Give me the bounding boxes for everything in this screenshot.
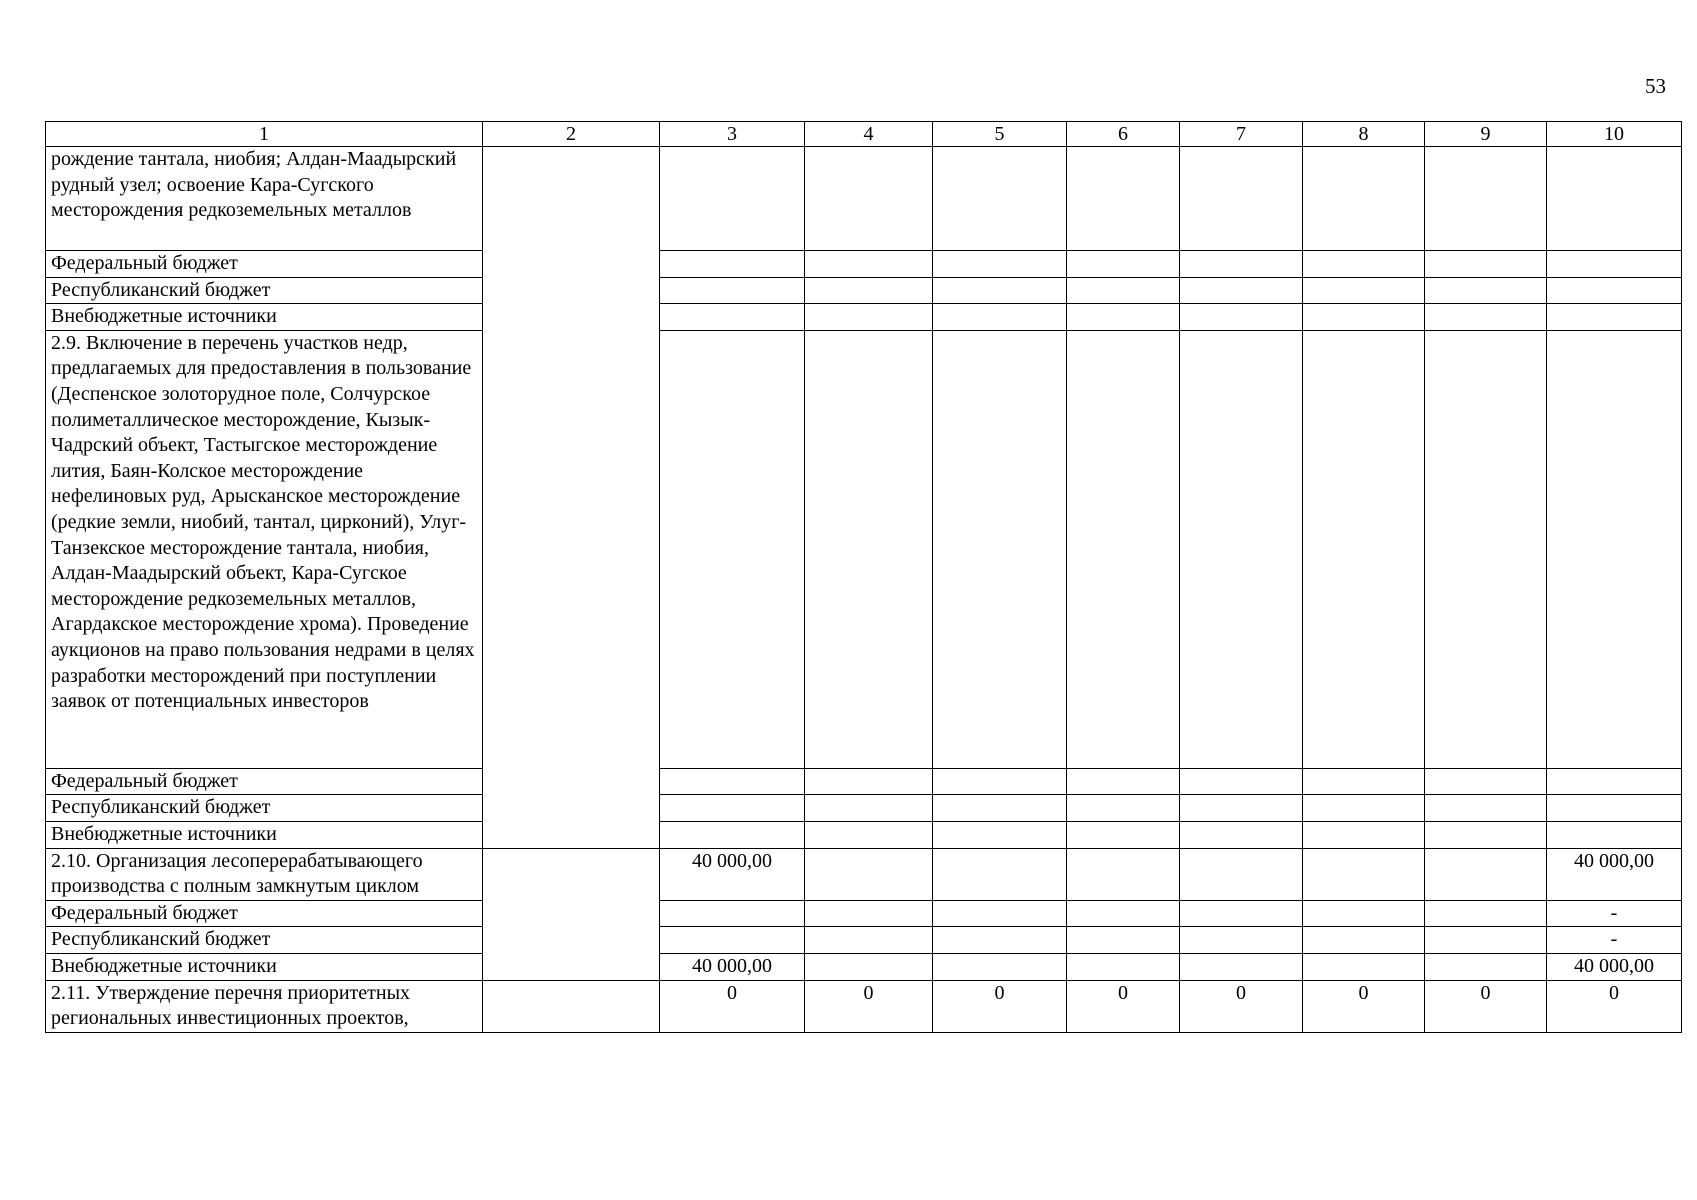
value-cell	[1067, 330, 1180, 768]
value-cell	[1425, 848, 1547, 900]
row-label: Федеральный бюджет	[46, 768, 483, 795]
table-row	[46, 953, 1682, 980]
value-cell	[1180, 277, 1303, 304]
value-cell	[1303, 304, 1425, 331]
value-cell	[1180, 900, 1303, 927]
value-cell	[1067, 251, 1180, 278]
table-row	[46, 848, 1682, 900]
value-cell	[1303, 147, 1425, 251]
value-cell	[1180, 304, 1303, 331]
header-cell: 6	[1067, 122, 1180, 147]
row-label: Внебюджетные источники	[46, 304, 483, 331]
value-cell	[1547, 251, 1682, 278]
value-cell: 0	[805, 980, 933, 1032]
value-cell: 0	[1547, 980, 1682, 1032]
row-label: Республиканский бюджет	[46, 795, 483, 822]
value-cell	[805, 821, 933, 848]
value-cell	[1067, 927, 1180, 954]
value-cell	[1303, 821, 1425, 848]
value-cell	[805, 953, 933, 980]
header-cell: 9	[1425, 122, 1547, 147]
value-cell	[805, 900, 933, 927]
value-cell	[1425, 768, 1547, 795]
page-number: 53	[1645, 74, 1666, 98]
row-label: Федеральный бюджет	[46, 251, 483, 278]
value-cell	[1425, 147, 1547, 251]
table-row	[46, 330, 1682, 768]
value-cell	[1180, 147, 1303, 251]
value-cell	[660, 251, 805, 278]
value-cell	[805, 768, 933, 795]
value-cell	[1303, 900, 1425, 927]
column-2-cell	[483, 147, 660, 849]
value-cell	[805, 304, 933, 331]
value-cell: -	[1547, 900, 1682, 927]
value-cell	[1067, 848, 1180, 900]
row-label: Внебюджетные источники	[46, 821, 483, 848]
value-cell	[933, 277, 1067, 304]
value-cell	[1303, 927, 1425, 954]
row-label: 2.11. Утверждение перечня приоритетных региональных инвестиционных проектов,	[46, 980, 483, 1032]
table-row	[46, 795, 1682, 822]
value-cell	[933, 330, 1067, 768]
value-cell	[933, 900, 1067, 927]
header-cell: 10	[1547, 122, 1682, 147]
table-row	[46, 304, 1682, 331]
value-cell	[1303, 330, 1425, 768]
table-row	[46, 927, 1682, 954]
row-label: 2.9. Включение в перечень участков недр, предлагаемых для предоставления в пользование (Деспенское золоторудное поле, Солчурское полиметаллическое месторождение, Кызык-Чадрский объект, Тастыгское месторождение лития, Баян-Колское месторождение нефелиновых руд, Арысканское месторождение (редкие земли, ниобий, тантал, цирконий), Улуг-Танзекское месторождение тантала, ниобия, Алдан-Маадырский объект, Кара-Сугское месторождение редкоземельных металлов, Агардакское месторождение хрома). Проведение аукционов на право пользования недрами в целях разработки месторождений при поступлении заявок от потенциальных инвесторов	[46, 330, 483, 768]
value-cell	[1180, 848, 1303, 900]
header-cell: 4	[805, 122, 933, 147]
column-2-cell	[483, 848, 660, 980]
value-cell	[1067, 277, 1180, 304]
value-cell	[1180, 330, 1303, 768]
header-row	[46, 122, 1682, 147]
value-cell	[1547, 277, 1682, 304]
value-cell	[1303, 848, 1425, 900]
value-cell	[1425, 277, 1547, 304]
value-cell	[1303, 768, 1425, 795]
value-cell	[933, 821, 1067, 848]
value-cell	[805, 251, 933, 278]
value-cell	[805, 330, 933, 768]
value-cell	[1303, 953, 1425, 980]
value-cell: 0	[1067, 980, 1180, 1032]
value-cell	[1067, 821, 1180, 848]
value-cell: 40 000,00	[660, 953, 805, 980]
value-cell	[1067, 304, 1180, 331]
value-cell	[933, 953, 1067, 980]
value-cell	[660, 795, 805, 822]
row-label: Республиканский бюджет	[46, 927, 483, 954]
value-cell: 40 000,00	[660, 848, 805, 900]
value-cell	[1303, 795, 1425, 822]
header-cell: 3	[660, 122, 805, 147]
value-cell	[1067, 768, 1180, 795]
value-cell	[1425, 330, 1547, 768]
value-cell	[1303, 277, 1425, 304]
value-cell	[1425, 953, 1547, 980]
value-cell	[805, 147, 933, 251]
value-cell	[933, 251, 1067, 278]
row-label: Республиканский бюджет	[46, 277, 483, 304]
value-cell	[1547, 147, 1682, 251]
value-cell	[1067, 900, 1180, 927]
value-cell	[660, 147, 805, 251]
value-cell	[1067, 953, 1180, 980]
value-cell	[660, 304, 805, 331]
value-cell	[660, 330, 805, 768]
value-cell: 40 000,00	[1547, 953, 1682, 980]
table-row	[46, 277, 1682, 304]
value-cell	[1547, 795, 1682, 822]
value-cell: -	[1547, 927, 1682, 954]
value-cell	[1547, 330, 1682, 768]
value-cell: 0	[933, 980, 1067, 1032]
row-label: Внебюджетные источники	[46, 953, 483, 980]
table-row	[46, 768, 1682, 795]
header-cell: 2	[483, 122, 660, 147]
value-cell	[1425, 251, 1547, 278]
row-label: 2.10. Организация лесоперерабатывающего производства с полным замкнутым циклом	[46, 848, 483, 900]
value-cell	[660, 277, 805, 304]
value-cell	[1180, 768, 1303, 795]
value-cell	[1180, 251, 1303, 278]
value-cell	[933, 147, 1067, 251]
header-cell: 1	[46, 122, 483, 147]
column-2-cell	[483, 980, 660, 1032]
header-cell: 8	[1303, 122, 1425, 147]
value-cell: 0	[1425, 980, 1547, 1032]
value-cell	[933, 304, 1067, 331]
value-cell	[1425, 821, 1547, 848]
value-cell	[805, 277, 933, 304]
value-cell	[1425, 900, 1547, 927]
value-cell	[933, 795, 1067, 822]
value-cell	[805, 795, 933, 822]
value-cell	[1180, 821, 1303, 848]
table-row	[46, 900, 1682, 927]
value-cell: 0	[1180, 980, 1303, 1032]
value-cell	[1547, 768, 1682, 795]
header-cell: 5	[933, 122, 1067, 147]
value-cell	[933, 848, 1067, 900]
value-cell	[1425, 927, 1547, 954]
value-cell	[933, 768, 1067, 795]
table-row	[46, 147, 1682, 251]
value-cell	[660, 768, 805, 795]
table-row	[46, 980, 1682, 1032]
value-cell	[805, 927, 933, 954]
value-cell	[1180, 927, 1303, 954]
value-cell	[1425, 795, 1547, 822]
value-cell	[1067, 795, 1180, 822]
value-cell	[933, 927, 1067, 954]
value-cell	[805, 848, 933, 900]
value-cell	[1547, 304, 1682, 331]
header-cell: 7	[1180, 122, 1303, 147]
value-cell: 0	[660, 980, 805, 1032]
value-cell: 0	[1303, 980, 1425, 1032]
value-cell	[1425, 304, 1547, 331]
value-cell	[1180, 795, 1303, 822]
table-row	[46, 821, 1682, 848]
program-table	[45, 121, 1682, 1033]
row-label: Федеральный бюджет	[46, 900, 483, 927]
value-cell	[660, 821, 805, 848]
table-row	[46, 251, 1682, 278]
row-label: рождение тантала, ниобия; Алдан-Маадырский рудный узел; освоение Кара-Сугского месторождения редкоземельных металлов	[46, 147, 483, 251]
value-cell: 40 000,00	[1547, 848, 1682, 900]
value-cell	[1303, 251, 1425, 278]
value-cell	[1067, 147, 1180, 251]
value-cell	[1180, 953, 1303, 980]
value-cell	[660, 900, 805, 927]
value-cell	[660, 927, 805, 954]
value-cell	[1547, 821, 1682, 848]
